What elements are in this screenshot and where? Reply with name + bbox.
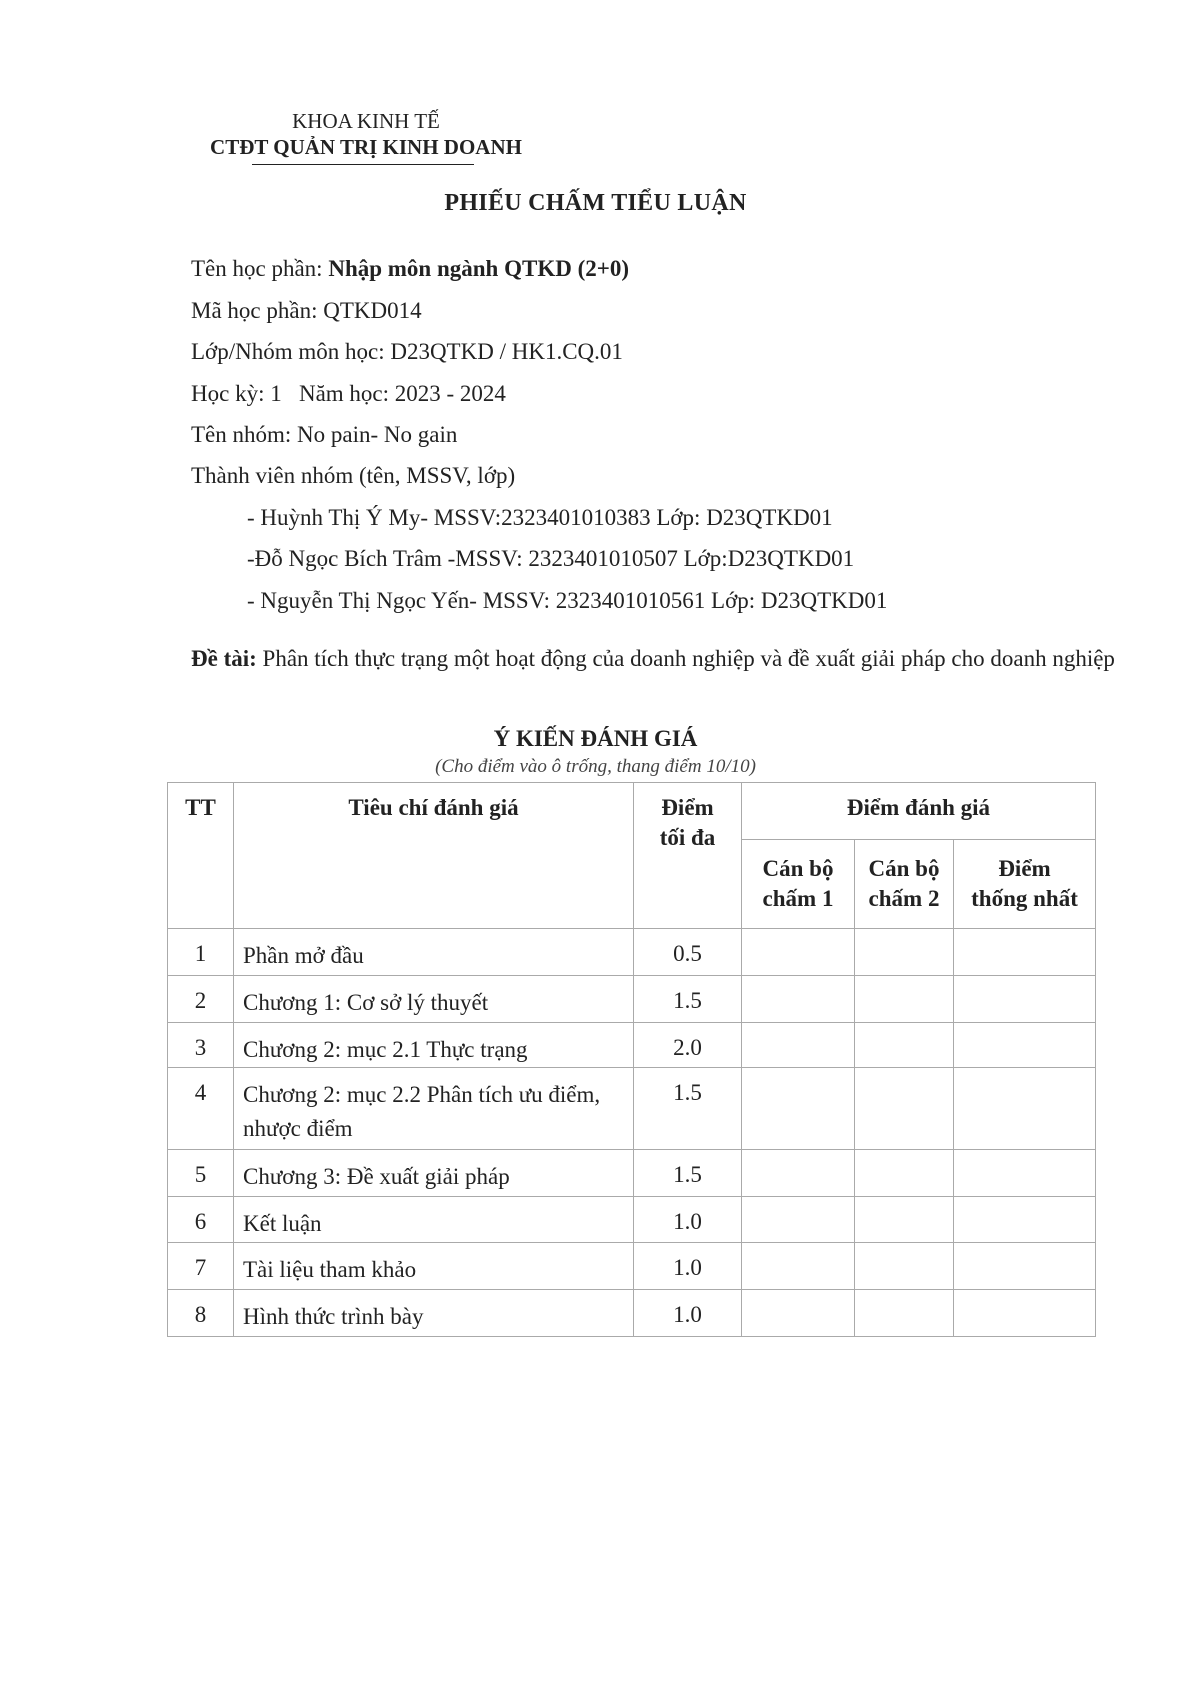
evaluation-table bbox=[167, 782, 1096, 1337]
col-header-max bbox=[634, 783, 742, 929]
grader1-line2: chấm 1 bbox=[762, 886, 834, 911]
col-header-grader1 bbox=[742, 840, 855, 929]
page-title: PHIẾU CHẤM TIỂU LUẬN bbox=[444, 190, 747, 216]
grader2-score-cell[interactable] bbox=[855, 1243, 954, 1290]
table-row bbox=[168, 1290, 1096, 1337]
row-number: 1 bbox=[168, 929, 234, 976]
evaluation-title: Ý KIẾN ĐÁNH GIÁ bbox=[493, 726, 698, 751]
topic-value: Phân tích thực trạng một hoạt động của doanh nghiệp và đề xuất giải pháp cho doanh nghiệp bbox=[256, 646, 1115, 671]
row-number: 5 bbox=[168, 1150, 234, 1197]
member-item: - Huỳnh Thị Ý My- MSSV:2323401010383 Lớp: D23QTKD01 bbox=[247, 505, 833, 530]
row-max-score: 2.0 bbox=[634, 1023, 742, 1068]
course-label: Tên học phần: bbox=[191, 256, 329, 281]
grader2-score-cell[interactable] bbox=[855, 976, 954, 1023]
final-score-cell[interactable] bbox=[954, 929, 1096, 976]
evaluation-subtitle: (Cho điểm vào ô trống, thang điểm 10/10) bbox=[435, 756, 756, 777]
row-criteria: Phần mở đầu bbox=[234, 929, 634, 976]
member-item: - Nguyễn Thị Ngọc Yến- MSSV: 2323401010561 Lớp: D23QTKD01 bbox=[247, 588, 888, 613]
row-max-score: 1.5 bbox=[634, 1068, 742, 1150]
topic-paragraph bbox=[191, 637, 1151, 680]
grader1-score-cell[interactable] bbox=[742, 1243, 855, 1290]
grader1-score-cell[interactable] bbox=[742, 1150, 855, 1197]
table-row bbox=[168, 1197, 1096, 1243]
grader2-score-cell[interactable] bbox=[855, 1290, 954, 1337]
row-max-score: 1.5 bbox=[634, 1150, 742, 1197]
table-row bbox=[168, 929, 1096, 976]
group-name-line: Tên nhóm: No pain- No gain bbox=[191, 422, 458, 447]
row-criteria: Chương 2: mục 2.2 Phân tích ưu điểm, nhược điểm bbox=[234, 1068, 634, 1150]
row-number: 7 bbox=[168, 1243, 234, 1290]
row-criteria: Chương 1: Cơ sở lý thuyết bbox=[234, 976, 634, 1023]
grader2-score-cell[interactable] bbox=[855, 1068, 954, 1150]
row-number: 8 bbox=[168, 1290, 234, 1337]
row-criteria: Hình thức trình bày bbox=[234, 1290, 634, 1337]
max-line2: tối đa bbox=[659, 825, 716, 850]
final-score-cell[interactable] bbox=[954, 1243, 1096, 1290]
course-code-line: Mã học phần: QTKD014 bbox=[191, 298, 422, 323]
program-name: CTĐT QUẢN TRỊ KINH DOANH bbox=[210, 135, 522, 159]
row-max-score: 1.0 bbox=[634, 1290, 742, 1337]
col-header-tt: TT bbox=[168, 783, 234, 929]
final-line1: Điểm bbox=[998, 856, 1051, 881]
faculty-name: KHOA KINH TẾ bbox=[292, 109, 440, 133]
grader2-line2: chấm 2 bbox=[868, 886, 940, 911]
grader1-score-cell[interactable] bbox=[742, 1023, 855, 1068]
table-row bbox=[168, 1068, 1096, 1150]
max-line1: Điểm bbox=[661, 795, 714, 820]
row-criteria: Kết luận bbox=[234, 1197, 634, 1243]
grader2-score-cell[interactable] bbox=[855, 1150, 954, 1197]
term-year-line: Học kỳ: 1 Năm học: 2023 - 2024 bbox=[191, 381, 506, 406]
grader1-score-cell[interactable] bbox=[742, 976, 855, 1023]
final-score-cell[interactable] bbox=[954, 1023, 1096, 1068]
row-criteria: Tài liệu tham khảo bbox=[234, 1243, 634, 1290]
row-max-score: 0.5 bbox=[634, 929, 742, 976]
grader2-line1: Cán bộ bbox=[868, 856, 940, 881]
row-number: 2 bbox=[168, 976, 234, 1023]
members-label: Thành viên nhóm (tên, MSSV, lớp) bbox=[191, 463, 516, 488]
col-header-score-group: Điểm đánh giá bbox=[742, 783, 1096, 840]
grader1-score-cell[interactable] bbox=[742, 1068, 855, 1150]
grader1-line1: Cán bộ bbox=[762, 856, 834, 881]
grader1-score-cell[interactable] bbox=[742, 929, 855, 976]
grader1-score-cell[interactable] bbox=[742, 1197, 855, 1243]
col-header-grader2 bbox=[855, 840, 954, 929]
course-value: Nhập môn ngành QTKD (2+0) bbox=[328, 256, 630, 281]
row-number: 6 bbox=[168, 1197, 234, 1243]
row-number: 3 bbox=[168, 1023, 234, 1068]
grader2-score-cell[interactable] bbox=[855, 1023, 954, 1068]
final-score-cell[interactable] bbox=[954, 1150, 1096, 1197]
table-row bbox=[168, 1023, 1096, 1068]
row-number: 4 bbox=[168, 1068, 234, 1150]
row-max-score: 1.0 bbox=[634, 1197, 742, 1243]
final-score-cell[interactable] bbox=[954, 1290, 1096, 1337]
grader2-score-cell[interactable] bbox=[855, 1197, 954, 1243]
grader1-score-cell[interactable] bbox=[742, 1290, 855, 1337]
header-underline bbox=[252, 164, 474, 165]
table-row bbox=[168, 1150, 1096, 1197]
table-row bbox=[168, 1243, 1096, 1290]
final-score-cell[interactable] bbox=[954, 976, 1096, 1023]
col-header-criteria: Tiêu chí đánh giá bbox=[234, 783, 634, 929]
final-line2: thống nhất bbox=[971, 886, 1078, 911]
table-row bbox=[168, 976, 1096, 1023]
course-name-line bbox=[191, 254, 629, 284]
final-score-cell[interactable] bbox=[954, 1068, 1096, 1150]
topic-label: Đề tài: bbox=[191, 646, 257, 671]
class-group-line: Lớp/Nhóm môn học: D23QTKD / HK1.CQ.01 bbox=[191, 339, 623, 364]
row-max-score: 1.5 bbox=[634, 976, 742, 1023]
member-item: -Đỗ Ngọc Bích Trâm -MSSV: 2323401010507 Lớp:D23QTKD01 bbox=[247, 546, 855, 571]
row-criteria: Chương 3: Đề xuất giải pháp bbox=[234, 1150, 634, 1197]
grader2-score-cell[interactable] bbox=[855, 929, 954, 976]
final-score-cell[interactable] bbox=[954, 1197, 1096, 1243]
department-header bbox=[196, 108, 536, 160]
col-header-final bbox=[954, 840, 1096, 929]
row-max-score: 1.0 bbox=[634, 1243, 742, 1290]
row-criteria: Chương 2: mục 2.1 Thực trạng bbox=[234, 1023, 634, 1068]
